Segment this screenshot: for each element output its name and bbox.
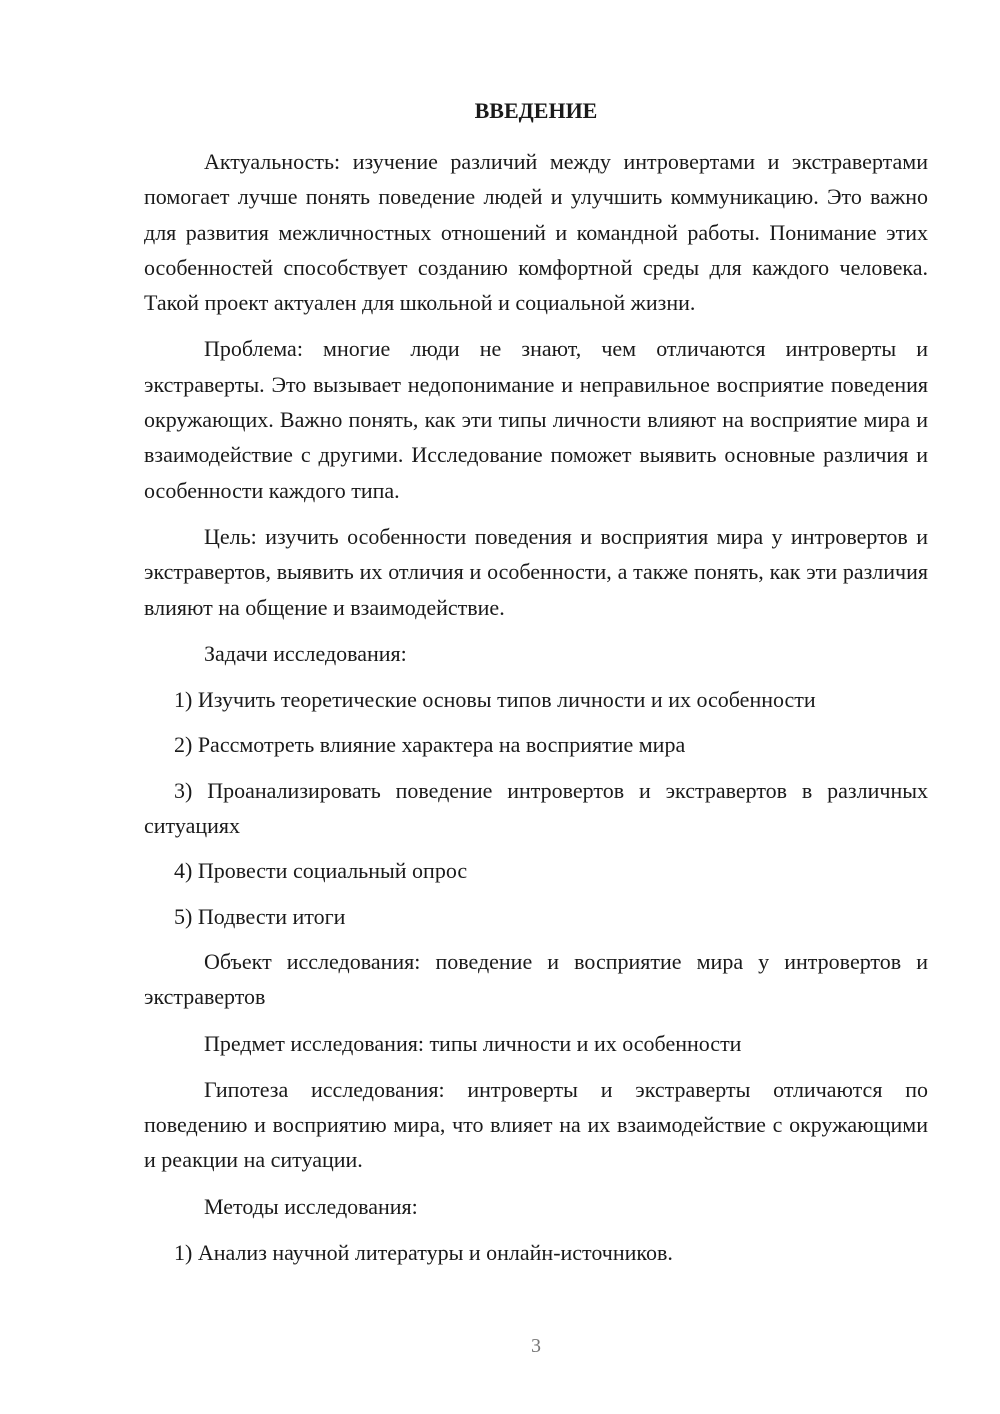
task-item: 3) Проанализировать поведение интровертов и экстравертов в различных ситуациях xyxy=(144,777,928,839)
page-number: 3 xyxy=(531,1335,541,1357)
tasks-heading: Задачи исследования: xyxy=(204,640,407,666)
subject-paragraph: Предмет исследования: типы личности и их особенности xyxy=(204,1030,742,1056)
goal-paragraph: Цель: изучить особенности поведения и восприятия мира у интровертов и экстравертов, выявить их отличия и особенности, а также понять, как эти различия влияют на общение и взаимодействие. xyxy=(144,523,928,620)
object-paragraph: Объект исследования: поведение и восприятие мира у интровертов и экстравертов xyxy=(144,948,928,1010)
task-item: 1) Изучить теоретические основы типов личности и их особенности xyxy=(174,687,816,713)
document-body xyxy=(144,144,928,1280)
task-item: 2) Рассмотреть влияние характера на восприятие мира xyxy=(174,732,686,758)
methods-heading: Методы исследования: xyxy=(204,1193,418,1219)
task-item: 4) Провести социальный опрос xyxy=(174,858,468,884)
method-item: 1) Анализ научной литературы и онлайн-источников. xyxy=(174,1240,673,1266)
page-title: ВВЕДЕНИЕ xyxy=(474,98,598,123)
hypothesis-paragraph: Гипотеза исследования: интроверты и экстраверты отличаются по поведению и восприятию мира, что влияет на их взаимодействие с окружающими и реакции на ситуации. xyxy=(144,1076,928,1173)
relevance-paragraph: Актуальность: изучение различий между интровертами и экстравертами помогает лучше понять поведение людей и улучшить коммуникацию. Это важно для развития межличностных отношений и командной работы. Понимание этих особенностей способствует созданию комфортной среды для каждого человека. Такой проект актуален для школьной и социальной жизни. xyxy=(144,149,928,316)
task-item: 5) Подвести итоги xyxy=(174,903,346,929)
problem-paragraph: Проблема: многие люди не знают, чем отличаются интроверты и экстраверты. Это вызывает недопонимание и неправильное восприятие поведения окружающих. Важно понять, как эти типы личности влияют на восприятие мира и взаимодействие с другими. Исследование поможет выявить основные различия и особенности каждого типа. xyxy=(144,336,928,503)
